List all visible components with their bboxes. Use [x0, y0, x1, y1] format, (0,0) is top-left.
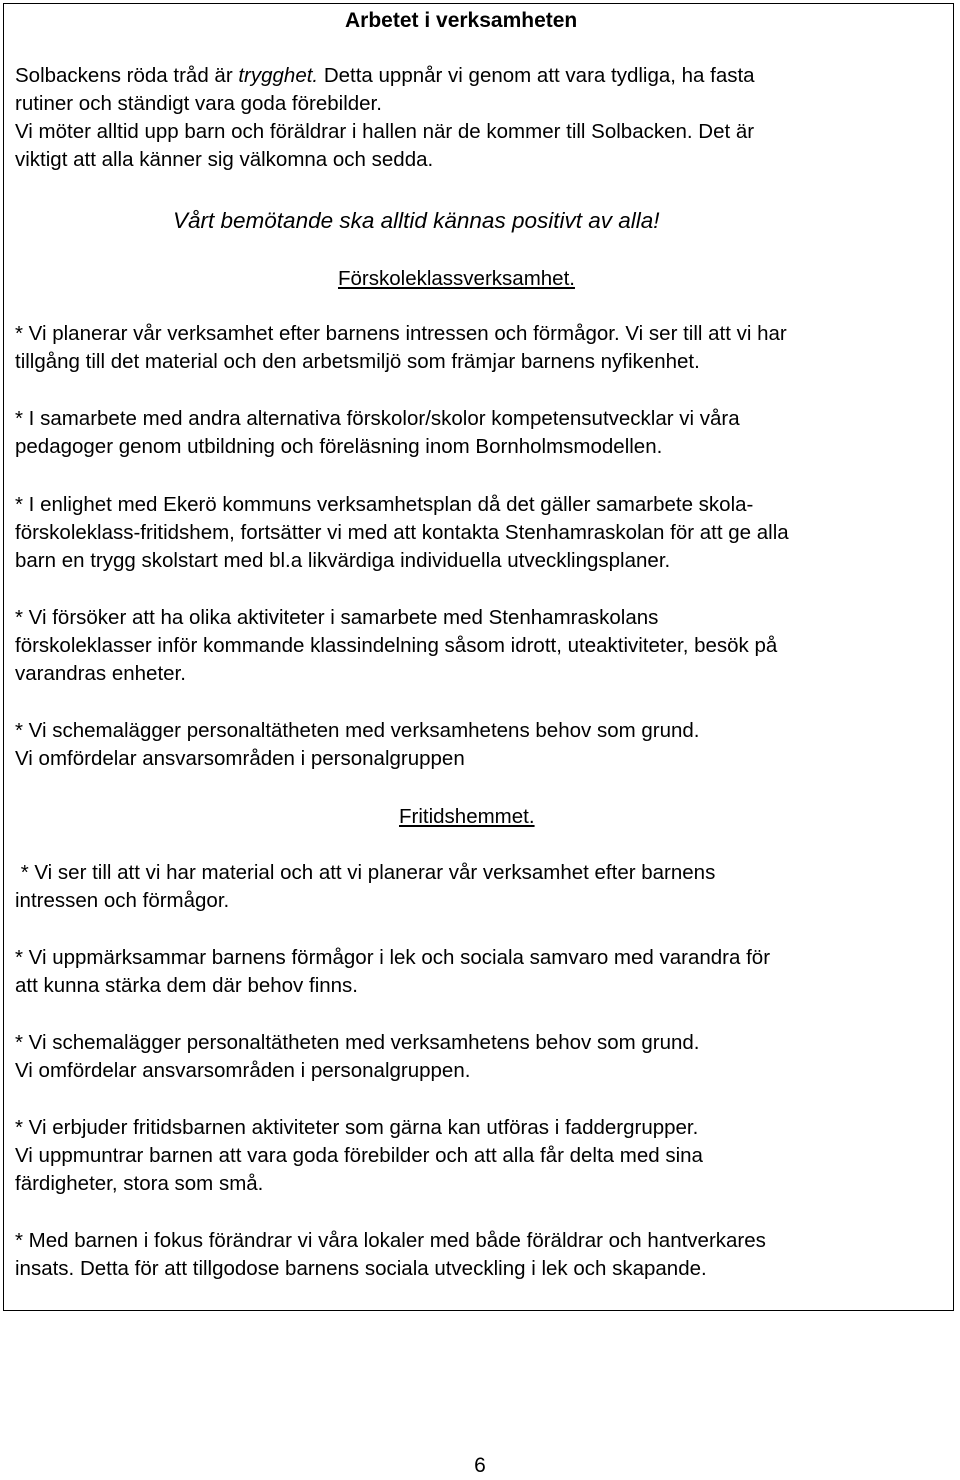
- paragraph-line: intressen och förmågor.: [15, 889, 230, 912]
- motto: Vårt bemötande ska alltid kännas positivt av alla!: [173, 208, 660, 233]
- page-title: Arbetet i verksamheten: [345, 9, 578, 32]
- intro-line-1: [15, 62, 755, 90]
- intro-emphasis: trygghet.: [238, 64, 319, 87]
- paragraph-line: * I enlighet med Ekerö kommuns verksamhetsplan då det gäller samarbete skola-: [15, 493, 754, 516]
- paragraph-line: pedagoger genom utbildning och föreläsning inom Bornholmsmodellen.: [15, 435, 663, 458]
- paragraph-line: förskoleklass-fritidshem, fortsätter vi med att kontakta Stenhamraskolan för att ge alla: [15, 521, 789, 544]
- intro-text: Detta uppnår vi genom att vara tydliga, ha fasta: [318, 64, 755, 87]
- paragraph-line: förskoleklasser inför kommande klassindelning såsom idrott, uteaktiviteter, besök på: [15, 634, 778, 657]
- page-number: 6: [474, 1454, 486, 1477]
- intro-line-3: Vi möter alltid upp barn och föräldrar i hallen när de kommer till Solbacken. Det är: [15, 120, 755, 143]
- paragraph-line: * Vi försöker att ha olika aktiviteter i samarbete med Stenhamraskolans: [15, 606, 659, 629]
- paragraph-line: Vi omfördelar ansvarsområden i personalgruppen: [15, 747, 465, 770]
- paragraph-line: tillgång till det material och den arbetsmiljö som främjar barnens nyfikenhet.: [15, 350, 700, 373]
- paragraph-line: * Vi schemalägger personaltätheten med verksamhetens behov som grund.: [15, 1031, 700, 1054]
- paragraph-line: Vi omfördelar ansvarsområden i personalgruppen.: [15, 1059, 471, 1082]
- paragraph-line: * Vi uppmärksammar barnens förmågor i lek och sociala samvaro med varandra för: [15, 946, 771, 969]
- paragraph-line: * Vi erbjuder fritidsbarnen aktiviteter som gärna kan utföras i faddergrupper.: [15, 1116, 699, 1139]
- paragraph-line: * Vi ser till att vi har material och att vi planerar vår verksamhet efter barnens: [15, 861, 716, 884]
- intro-line-4: viktigt att alla känner sig välkomna och sedda.: [15, 148, 434, 171]
- section-heading-forskoleklass: Förskoleklassverksamhet.: [338, 267, 575, 290]
- paragraph-line: barn en trygg skolstart med bl.a likvärdiga individuella utvecklingsplaner.: [15, 549, 671, 572]
- paragraph-line: varandras enheter.: [15, 662, 186, 685]
- paragraph-line: * Vi schemalägger personaltätheten med verksamhetens behov som grund.: [15, 719, 700, 742]
- paragraph-line: att kunna stärka dem där behov finns.: [15, 974, 359, 997]
- paragraph-line: insats. Detta för att tillgodose barnens sociala utveckling i lek och skapande.: [15, 1257, 707, 1280]
- paragraph-line: * Vi planerar vår verksamhet efter barnens intressen och förmågor. Vi ser till att vi har: [15, 322, 787, 345]
- intro-line-2: rutiner och ständigt vara goda förebilder.: [15, 92, 382, 115]
- paragraph-line: * Med barnen i fokus förändrar vi våra lokaler med både föräldrar och hantverkares: [15, 1229, 766, 1252]
- paragraph-line: * I samarbete med andra alternativa förskolor/skolor kompetensutvecklar vi våra: [15, 407, 740, 430]
- section-heading-fritidshemmet: Fritidshemmet.: [399, 805, 535, 828]
- paragraph-line: färdigheter, stora som små.: [15, 1172, 264, 1195]
- intro-text: Solbackens röda tråd är: [15, 64, 239, 87]
- paragraph-line: Vi uppmuntrar barnen att vara goda förebilder och att alla får delta med sina: [15, 1144, 703, 1167]
